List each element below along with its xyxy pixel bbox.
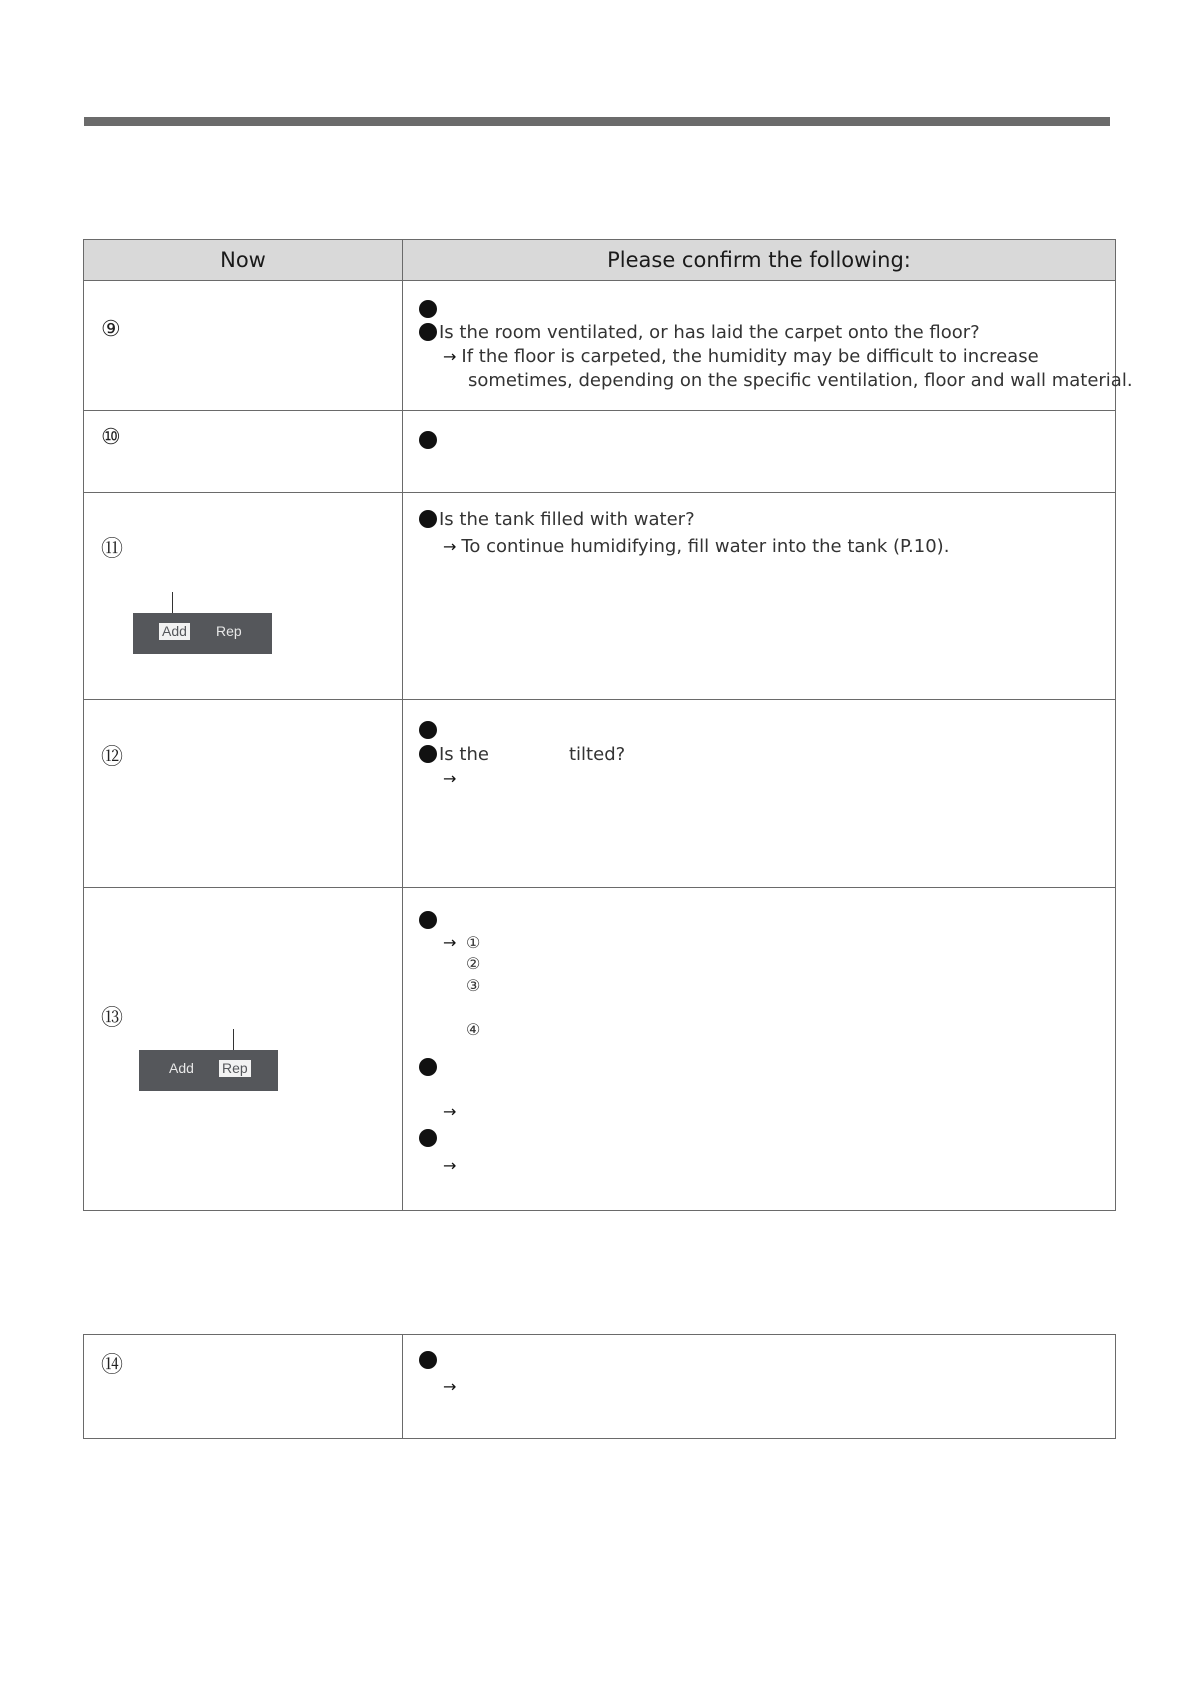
add-indicator: Add <box>159 623 190 640</box>
arrow-icon: → <box>443 769 457 788</box>
bullet-line <box>419 720 439 742</box>
table-row <box>84 410 1115 492</box>
step-number: ④ <box>466 1020 481 1039</box>
bullet-line <box>419 910 439 932</box>
bullet-icon <box>419 721 437 739</box>
rep-indicator: Rep <box>219 1060 251 1077</box>
answer-line <box>443 1101 461 1123</box>
display-panel <box>139 1050 278 1091</box>
bullet-icon <box>419 431 437 449</box>
bullet-line: Is the room ventilated, or has laid the carpet onto the floor? <box>419 322 980 344</box>
header-now: Now <box>84 240 403 280</box>
troubleshooting-table <box>83 239 1133 1211</box>
bullet-icon <box>419 745 437 763</box>
arrow-icon: → <box>443 347 457 366</box>
bullet-icon <box>419 323 437 341</box>
answer-line <box>443 1376 461 1398</box>
bullet-line: Is the <box>419 744 489 766</box>
arrow-icon: → <box>443 537 457 556</box>
bullet-icon <box>419 1351 437 1369</box>
troubleshooting-table-2 <box>83 1334 1116 1439</box>
table-row <box>84 280 1133 410</box>
arrow-icon: → <box>443 1377 457 1396</box>
bullet-line <box>419 430 439 452</box>
arrow-icon: → <box>443 1156 457 1175</box>
step-number: ② <box>466 954 481 973</box>
bullet-icon <box>419 1058 437 1076</box>
row-number: ⑬ <box>101 1006 124 1031</box>
row-number: ⑪ <box>101 537 124 562</box>
bullet-icon <box>419 510 437 528</box>
bullet-line <box>419 299 439 321</box>
row-number: ⑫ <box>101 745 124 770</box>
table-row <box>84 887 1115 1210</box>
step-number: ③ <box>466 976 481 995</box>
bullet-icon <box>419 300 437 318</box>
answer-line <box>443 932 461 954</box>
table-row <box>84 492 1115 699</box>
arrow-icon: → <box>443 1102 457 1121</box>
bullet-icon <box>419 1129 437 1147</box>
row-number: ⑨ <box>101 317 121 342</box>
answer-line: → If the floor is carpeted, the humidity may be difficult to increase <box>443 346 1039 367</box>
rep-indicator: Rep <box>216 623 242 639</box>
answer-line <box>443 1155 461 1177</box>
bullet-line-end: tilted? <box>569 744 626 765</box>
step-number: ① <box>466 933 481 952</box>
bullet-line <box>419 1057 439 1079</box>
display-panel <box>133 613 272 654</box>
arrow-icon: → <box>443 933 457 952</box>
table-header <box>84 240 1115 280</box>
add-indicator: Add <box>169 1060 194 1076</box>
bullet-icon <box>419 911 437 929</box>
top-rule <box>84 117 1110 126</box>
bullet-line <box>419 1350 439 1372</box>
bullet-line <box>419 1128 439 1150</box>
table-row <box>84 1335 1115 1438</box>
table-row <box>84 699 1115 887</box>
answer-line: sometimes, depending on the specific ventilation, floor and wall material. <box>468 370 1133 391</box>
answer-line: → To continue humidifying, fill water into the tank (P.10). <box>443 536 950 557</box>
row-number: ⑩ <box>101 425 121 450</box>
answer-line <box>443 768 461 790</box>
header-confirm: Please confirm the following: <box>607 248 911 272</box>
bullet-line: Is the tank filled with water? <box>419 509 695 531</box>
row-number: ⑭ <box>101 1353 124 1378</box>
